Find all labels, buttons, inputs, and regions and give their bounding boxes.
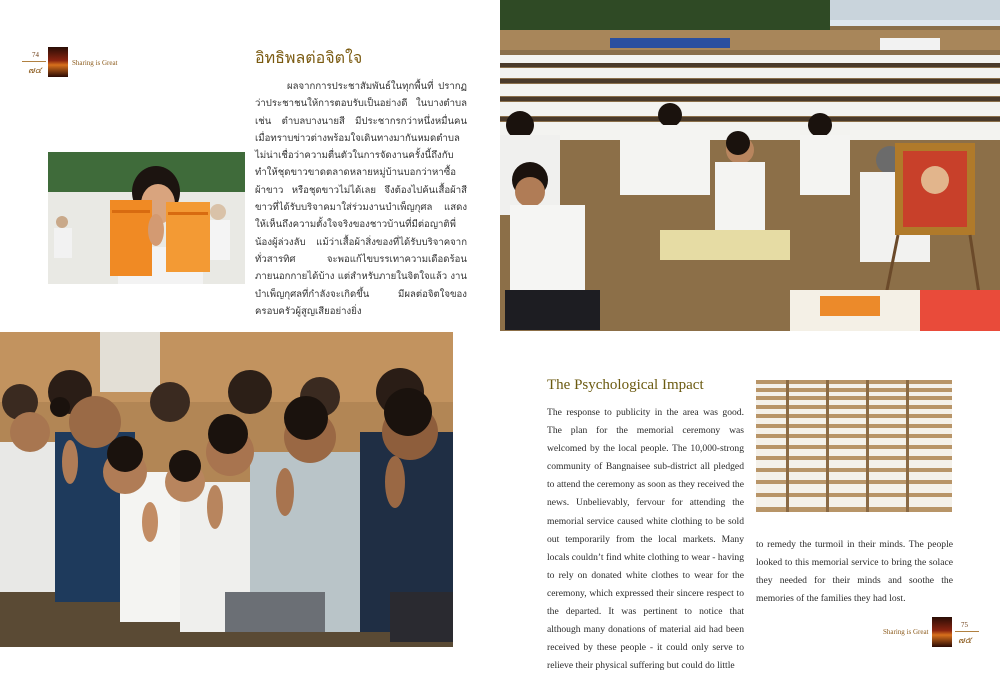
english-body-column-1: The response to publicity in the area was good. The plan for the memorial ceremony was welcomed by the local people. The 10,000-strong community of Bangnaisee sub-district all pledged to attend the ceremony as soon as they received the news. Unbelievably, fervour for attending the memorial service caused white clothing to be sold out temporarily from the local markets. Many locals couldn’t find white clothing to wear - having to rely on donated white clothes to wear for the ceremony, which expressed their sincere respect to the departed. It was pertinent to notice that although many donations of material aid had been received by these people - it could only serve to relieve their physical suffering but could do little bbox=[547, 407, 744, 672]
folio-thumbnail-left bbox=[48, 47, 68, 77]
folio-rule-right bbox=[955, 631, 979, 632]
folio-number-thai-right: ๗๕ bbox=[958, 635, 972, 645]
folio-number-right: 75 bbox=[961, 621, 968, 629]
photo-aerial-crowd bbox=[756, 380, 952, 512]
thai-body-text: ผลจากการประชาสัมพันธ์ในทุกพื้นที่ ปรากฏว่าประชาชนให้การตอบรับเป็นอย่างดี ในบางตำบล เช่น ตำบลบางนายสี มีประชากรกว่าหนึ่งหมื่นคน เมื่อทราบข่าวต่างพร้อมใจเดินทางมากันหมดตำบล ไม่น่าเชื่อว่าความตื่นตัวในการจัดงานครั้งนี้ถึงกับทำให้ชุดขาวขาดตลาดหลายหมู่บ้านบอกว่าหาซื้อผ้าขาว หรือชุดขาวไม่ได้เลย จึงต้องไปค้นเสื้อผ้าสีขาวที่ได้รับบริจาคมาใส่ร่วมงานบำเพ็ญกุศล แสดงให้เห็นถึงความตั้งใจจริงของชาวบ้านที่มีต่อญาติพี่น้องผู้ล่วงลับ แม้ว่าเสื้อผ้าสิ่งของที่ได้รับบริจาคจากทั่วสารทิศ จะพอแก้ไขบรรเทาความเดือดร้อนภายนอกกายได้บ้าง แต่สำหรับภายในจิตใจแล้ว งานบำเพ็ญกุศลที่กำลังจะเกิดขึ้น มีผลต่อจิตใจของครอบครัวผู้สูญเสียอย่างยิ่ง bbox=[255, 81, 467, 317]
folio-rule-left bbox=[22, 61, 46, 62]
folio-thumbnail-right bbox=[932, 617, 952, 647]
running-head-right: Sharing is Great bbox=[883, 628, 929, 636]
photo-crowd-ceremony bbox=[500, 0, 1000, 331]
thai-section-title: อิทธิพลต่อจิตใจ bbox=[255, 48, 363, 67]
folio-number-left: 74 bbox=[32, 51, 39, 59]
folio-number-thai-left: ๗๔ bbox=[28, 65, 42, 75]
running-head-left: Sharing is Great bbox=[72, 59, 118, 67]
english-section-title: The Psychological Impact bbox=[547, 377, 704, 393]
english-body-column-2: to remedy the turmoil in their minds. The people looked to this memorial service to bring the solace they needed for their minds and soothe the memories of the families they had lost. bbox=[756, 539, 953, 605]
photo-men-praying bbox=[0, 332, 453, 647]
photo-woman-praying bbox=[48, 152, 245, 284]
